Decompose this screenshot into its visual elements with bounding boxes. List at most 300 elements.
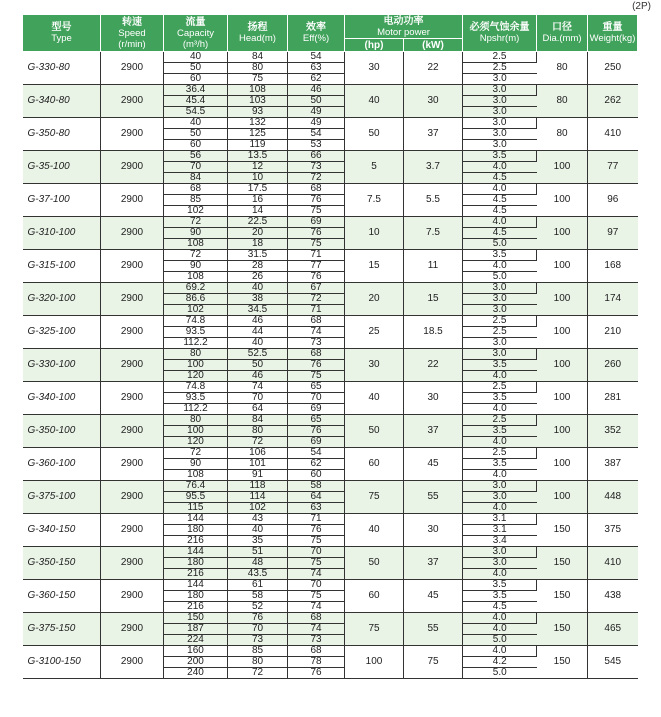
cell-capacity: 180 (164, 525, 228, 536)
cell-head: 74 (228, 382, 288, 393)
cell-npshr: 4.0 (463, 569, 537, 580)
cell-npshr: 3.0 (463, 481, 537, 492)
header-type: 型号 Type (23, 15, 101, 52)
cell-eff: 76 (288, 195, 345, 206)
table-row (23, 349, 638, 360)
cell-capacity: 90 (164, 459, 228, 470)
table-row (23, 514, 638, 525)
cell-eff: 49 (288, 107, 345, 118)
cell-eff: 77 (288, 261, 345, 272)
cell-speed: 2900 (101, 349, 164, 382)
cell-head: 46 (228, 316, 288, 327)
cell-head: 84 (228, 52, 288, 63)
cell-type: G-3100-150 (23, 646, 101, 679)
cell-eff: 76 (288, 272, 345, 283)
table-body (23, 52, 638, 679)
cell-capacity: 40 (164, 52, 228, 63)
cell-kw: 15 (404, 283, 463, 316)
cell-head: 118 (228, 481, 288, 492)
cell-hp: 50 (345, 118, 404, 151)
cell-capacity: 72 (164, 250, 228, 261)
cell-eff: 75 (288, 239, 345, 250)
cell-eff: 75 (288, 206, 345, 217)
cell-dia: 100 (537, 184, 588, 217)
cell-eff: 73 (288, 162, 345, 173)
cell-head: 114 (228, 492, 288, 503)
cell-eff: 74 (288, 569, 345, 580)
cell-eff: 66 (288, 151, 345, 162)
cell-speed: 2900 (101, 580, 164, 613)
cell-capacity: 240 (164, 668, 228, 679)
cell-head: 58 (228, 591, 288, 602)
cell-capacity: 85 (164, 195, 228, 206)
cell-dia: 100 (537, 415, 588, 448)
cell-npshr: 3.5 (463, 580, 537, 591)
cell-eff: 76 (288, 668, 345, 679)
cell-dia: 150 (537, 547, 588, 580)
cell-capacity: 224 (164, 635, 228, 646)
cell-eff: 53 (288, 140, 345, 151)
cell-head: 93 (228, 107, 288, 118)
cell-npshr: 3.0 (463, 305, 537, 316)
cell-head: 51 (228, 547, 288, 558)
cell-dia: 150 (537, 514, 588, 547)
cell-capacity: 102 (164, 206, 228, 217)
cell-eff: 70 (288, 547, 345, 558)
cell-eff: 65 (288, 415, 345, 426)
cell-weight: 375 (588, 514, 638, 547)
cell-hp: 60 (345, 448, 404, 481)
cell-speed: 2900 (101, 283, 164, 316)
cell-capacity: 150 (164, 613, 228, 624)
cell-capacity: 56 (164, 151, 228, 162)
cell-eff: 68 (288, 349, 345, 360)
cell-capacity: 36.4 (164, 85, 228, 96)
cell-npshr: 2.5 (463, 52, 537, 63)
cell-capacity: 70 (164, 162, 228, 173)
cell-type: G-340-100 (23, 382, 101, 415)
cell-weight: 250 (588, 52, 638, 85)
cell-type: G-350-100 (23, 415, 101, 448)
cell-npshr: 3.0 (463, 74, 537, 85)
cell-speed: 2900 (101, 316, 164, 349)
cell-npshr: 3.0 (463, 349, 537, 360)
table-row (23, 613, 638, 624)
cell-eff: 54 (288, 129, 345, 140)
table-row (23, 481, 638, 492)
table-row (23, 448, 638, 459)
cell-npshr: 5.0 (463, 239, 537, 250)
cell-head: 44 (228, 327, 288, 338)
cell-weight: 438 (588, 580, 638, 613)
cell-npshr: 2.5 (463, 63, 537, 74)
cell-speed: 2900 (101, 481, 164, 514)
cell-type: G-330-80 (23, 52, 101, 85)
cell-head: 61 (228, 580, 288, 591)
cell-capacity: 95.5 (164, 492, 228, 503)
cell-speed: 2900 (101, 118, 164, 151)
cell-kw: 45 (404, 580, 463, 613)
cell-eff: 69 (288, 217, 345, 228)
cell-dia: 100 (537, 382, 588, 415)
cell-head: 14 (228, 206, 288, 217)
cell-capacity: 60 (164, 140, 228, 151)
cell-npshr: 3.4 (463, 536, 537, 547)
cell-capacity: 80 (164, 349, 228, 360)
cell-npshr: 2.5 (463, 448, 537, 459)
cell-hp: 15 (345, 250, 404, 283)
cell-kw: 75 (404, 646, 463, 679)
cell-npshr: 4.0 (463, 470, 537, 481)
cell-eff: 75 (288, 371, 345, 382)
cell-head: 16 (228, 195, 288, 206)
cell-eff: 76 (288, 228, 345, 239)
table-row (23, 382, 638, 393)
cell-weight: 465 (588, 613, 638, 646)
cell-npshr: 5.0 (463, 635, 537, 646)
cell-type: G-325-100 (23, 316, 101, 349)
cell-head: 34.5 (228, 305, 288, 316)
cell-head: 35 (228, 536, 288, 547)
cell-capacity: 216 (164, 536, 228, 547)
cell-type: G-375-150 (23, 613, 101, 646)
header-head: 扬程 Head(m) (228, 15, 288, 52)
cell-dia: 80 (537, 85, 588, 118)
cell-hp: 40 (345, 85, 404, 118)
cell-dia: 150 (537, 580, 588, 613)
cell-eff: 71 (288, 305, 345, 316)
cell-npshr: 4.0 (463, 503, 537, 514)
cell-capacity: 160 (164, 646, 228, 657)
cell-capacity: 108 (164, 272, 228, 283)
table-row (23, 580, 638, 591)
cell-kw: 55 (404, 481, 463, 514)
cell-dia: 80 (537, 118, 588, 151)
cell-dia: 150 (537, 646, 588, 679)
cell-dia: 100 (537, 349, 588, 382)
cell-hp: 60 (345, 580, 404, 613)
cell-eff: 74 (288, 602, 345, 613)
cell-hp: 75 (345, 613, 404, 646)
cell-hp: 40 (345, 514, 404, 547)
cell-kw: 30 (404, 382, 463, 415)
cell-head: 85 (228, 646, 288, 657)
cell-weight: 262 (588, 85, 638, 118)
cell-capacity: 120 (164, 371, 228, 382)
cell-npshr: 5.0 (463, 668, 537, 679)
table-row (23, 283, 638, 294)
cell-head: 28 (228, 261, 288, 272)
header-eff: 效率 Eff(%) (288, 15, 345, 52)
cell-head: 80 (228, 426, 288, 437)
cell-eff: 64 (288, 492, 345, 503)
cell-npshr: 4.5 (463, 602, 537, 613)
header-dia: 口径 Dia.(mm) (537, 15, 588, 52)
cell-npshr: 4.0 (463, 371, 537, 382)
cell-kw: 55 (404, 613, 463, 646)
cell-hp: 25 (345, 316, 404, 349)
cell-npshr: 4.0 (463, 624, 537, 635)
cell-head: 108 (228, 85, 288, 96)
cell-head: 18 (228, 239, 288, 250)
table-header (23, 15, 638, 52)
cell-capacity: 180 (164, 591, 228, 602)
cell-kw: 37 (404, 415, 463, 448)
cell-head: 72 (228, 668, 288, 679)
cell-npshr: 3.1 (463, 525, 537, 536)
cell-head: 40 (228, 338, 288, 349)
cell-eff: 68 (288, 613, 345, 624)
cell-eff: 71 (288, 514, 345, 525)
cell-npshr: 2.5 (463, 327, 537, 338)
header-speed: 转速 Speed (r/min) (101, 15, 164, 52)
cell-head: 101 (228, 459, 288, 470)
cell-head: 52 (228, 602, 288, 613)
cell-npshr: 3.1 (463, 514, 537, 525)
cell-capacity: 69.2 (164, 283, 228, 294)
cell-eff: 69 (288, 437, 345, 448)
header-weight: 重量 Weight(kg) (588, 15, 638, 52)
cell-npshr: 3.0 (463, 492, 537, 503)
cell-weight: 97 (588, 217, 638, 250)
cell-speed: 2900 (101, 382, 164, 415)
cell-eff: 73 (288, 635, 345, 646)
cell-weight: 174 (588, 283, 638, 316)
cell-npshr: 3.0 (463, 140, 537, 151)
cell-head: 75 (228, 74, 288, 85)
pump-spec-table (22, 14, 638, 679)
cell-capacity: 187 (164, 624, 228, 635)
cell-eff: 63 (288, 63, 345, 74)
cell-capacity: 68 (164, 184, 228, 195)
table-row (23, 118, 638, 129)
cell-capacity: 93.5 (164, 393, 228, 404)
cell-head: 125 (228, 129, 288, 140)
cell-capacity: 112.2 (164, 404, 228, 415)
cell-eff: 71 (288, 250, 345, 261)
cell-eff: 63 (288, 503, 345, 514)
cell-npshr: 4.2 (463, 657, 537, 668)
cell-type: G-320-100 (23, 283, 101, 316)
cell-capacity: 108 (164, 470, 228, 481)
cell-capacity: 50 (164, 63, 228, 74)
cell-weight: 210 (588, 316, 638, 349)
cell-type: G-35-100 (23, 151, 101, 184)
cell-head: 22.5 (228, 217, 288, 228)
cell-eff: 74 (288, 624, 345, 635)
header-capacity: 流量 Capacity (m³/h) (164, 15, 228, 52)
table-row (23, 217, 638, 228)
cell-type: G-340-150 (23, 514, 101, 547)
cell-capacity: 76.4 (164, 481, 228, 492)
cell-hp: 10 (345, 217, 404, 250)
cell-eff: 78 (288, 657, 345, 668)
cell-eff: 70 (288, 393, 345, 404)
cell-capacity: 80 (164, 415, 228, 426)
cell-eff: 76 (288, 525, 345, 536)
table-row (23, 52, 638, 63)
cell-head: 70 (228, 624, 288, 635)
table-row (23, 250, 638, 261)
cell-dia: 100 (537, 316, 588, 349)
cell-npshr: 3.5 (463, 591, 537, 602)
table-row (23, 85, 638, 96)
cell-npshr: 4.0 (463, 613, 537, 624)
cell-head: 17.5 (228, 184, 288, 195)
cell-head: 80 (228, 63, 288, 74)
cell-dia: 100 (537, 448, 588, 481)
cell-speed: 2900 (101, 415, 164, 448)
cell-capacity: 200 (164, 657, 228, 668)
cell-eff: 72 (288, 173, 345, 184)
cell-kw: 11 (404, 250, 463, 283)
cell-kw: 3.7 (404, 151, 463, 184)
cell-capacity: 108 (164, 239, 228, 250)
cell-head: 64 (228, 404, 288, 415)
cell-kw: 37 (404, 118, 463, 151)
cell-capacity: 100 (164, 360, 228, 371)
cell-head: 102 (228, 503, 288, 514)
cell-head: 46 (228, 371, 288, 382)
cell-head: 106 (228, 448, 288, 459)
cell-eff: 65 (288, 382, 345, 393)
cell-npshr: 3.5 (463, 151, 537, 162)
cell-hp: 30 (345, 52, 404, 85)
table-row (23, 547, 638, 558)
cell-eff: 67 (288, 283, 345, 294)
cell-hp: 20 (345, 283, 404, 316)
cell-type: G-360-150 (23, 580, 101, 613)
cell-speed: 2900 (101, 52, 164, 85)
cell-npshr: 3.0 (463, 118, 537, 129)
cell-speed: 2900 (101, 217, 164, 250)
cell-npshr: 3.0 (463, 547, 537, 558)
cell-npshr: 4.5 (463, 228, 537, 239)
cell-eff: 68 (288, 316, 345, 327)
cell-capacity: 115 (164, 503, 228, 514)
cell-dia: 100 (537, 250, 588, 283)
cell-capacity: 216 (164, 602, 228, 613)
cell-npshr: 3.0 (463, 294, 537, 305)
cell-hp: 50 (345, 415, 404, 448)
cell-npshr: 4.0 (463, 217, 537, 228)
cell-type: G-310-100 (23, 217, 101, 250)
cell-weight: 410 (588, 118, 638, 151)
cell-head: 10 (228, 173, 288, 184)
cell-head: 26 (228, 272, 288, 283)
cell-head: 43 (228, 514, 288, 525)
cell-eff: 75 (288, 591, 345, 602)
header-kw: (kW) (404, 39, 463, 52)
cell-head: 76 (228, 613, 288, 624)
cell-npshr: 4.5 (463, 206, 537, 217)
cell-eff: 70 (288, 580, 345, 591)
cell-npshr: 3.5 (463, 250, 537, 261)
cell-weight: 545 (588, 646, 638, 679)
cell-weight: 260 (588, 349, 638, 382)
cell-hp: 30 (345, 349, 404, 382)
cell-speed: 2900 (101, 613, 164, 646)
cell-eff: 68 (288, 646, 345, 657)
cell-capacity: 60 (164, 74, 228, 85)
cell-capacity: 45.4 (164, 96, 228, 107)
cell-dia: 100 (537, 481, 588, 514)
cell-capacity: 144 (164, 547, 228, 558)
cell-eff: 60 (288, 470, 345, 481)
cell-hp: 100 (345, 646, 404, 679)
cell-capacity: 50 (164, 129, 228, 140)
cell-type: G-330-100 (23, 349, 101, 382)
cell-dia: 100 (537, 217, 588, 250)
cell-weight: 96 (588, 184, 638, 217)
cell-kw: 30 (404, 514, 463, 547)
table-row (23, 316, 638, 327)
cell-weight: 387 (588, 448, 638, 481)
cell-head: 43.5 (228, 569, 288, 580)
cell-npshr: 3.0 (463, 283, 537, 294)
table-row (23, 415, 638, 426)
cell-hp: 5 (345, 151, 404, 184)
cell-hp: 50 (345, 547, 404, 580)
cell-head: 12 (228, 162, 288, 173)
header-npshr: 必须气蚀余量 Npshr(m) (463, 15, 537, 52)
cell-npshr: 3.0 (463, 96, 537, 107)
cell-eff: 46 (288, 85, 345, 96)
cell-eff: 54 (288, 52, 345, 63)
cell-type: G-360-100 (23, 448, 101, 481)
cell-hp: 7.5 (345, 184, 404, 217)
cell-npshr: 3.5 (463, 360, 537, 371)
cell-eff: 76 (288, 426, 345, 437)
cell-type: G-37-100 (23, 184, 101, 217)
cell-kw: 7.5 (404, 217, 463, 250)
cell-type: G-350-80 (23, 118, 101, 151)
cell-weight: 281 (588, 382, 638, 415)
cell-type: G-315-100 (23, 250, 101, 283)
cell-speed: 2900 (101, 151, 164, 184)
cell-head: 103 (228, 96, 288, 107)
cell-dia: 80 (537, 52, 588, 85)
cell-capacity: 90 (164, 228, 228, 239)
cell-weight: 352 (588, 415, 638, 448)
cell-head: 40 (228, 525, 288, 536)
cell-npshr: 2.5 (463, 415, 537, 426)
cell-speed: 2900 (101, 85, 164, 118)
cell-kw: 18.5 (404, 316, 463, 349)
cell-type: G-340-80 (23, 85, 101, 118)
cell-npshr: 3.0 (463, 558, 537, 569)
cell-speed: 2900 (101, 646, 164, 679)
cell-eff: 73 (288, 338, 345, 349)
cell-head: 119 (228, 140, 288, 151)
cell-dia: 150 (537, 613, 588, 646)
cell-kw: 37 (404, 547, 463, 580)
cell-capacity: 90 (164, 261, 228, 272)
cell-head: 70 (228, 393, 288, 404)
cell-kw: 45 (404, 448, 463, 481)
cell-capacity: 120 (164, 437, 228, 448)
cell-npshr: 3.0 (463, 129, 537, 140)
cell-eff: 62 (288, 74, 345, 85)
cell-eff: 76 (288, 360, 345, 371)
cell-eff: 62 (288, 459, 345, 470)
cell-eff: 54 (288, 448, 345, 459)
cell-npshr: 3.0 (463, 85, 537, 96)
cell-head: 80 (228, 657, 288, 668)
cell-capacity: 180 (164, 558, 228, 569)
cell-npshr: 3.5 (463, 459, 537, 470)
cell-dia: 100 (537, 151, 588, 184)
